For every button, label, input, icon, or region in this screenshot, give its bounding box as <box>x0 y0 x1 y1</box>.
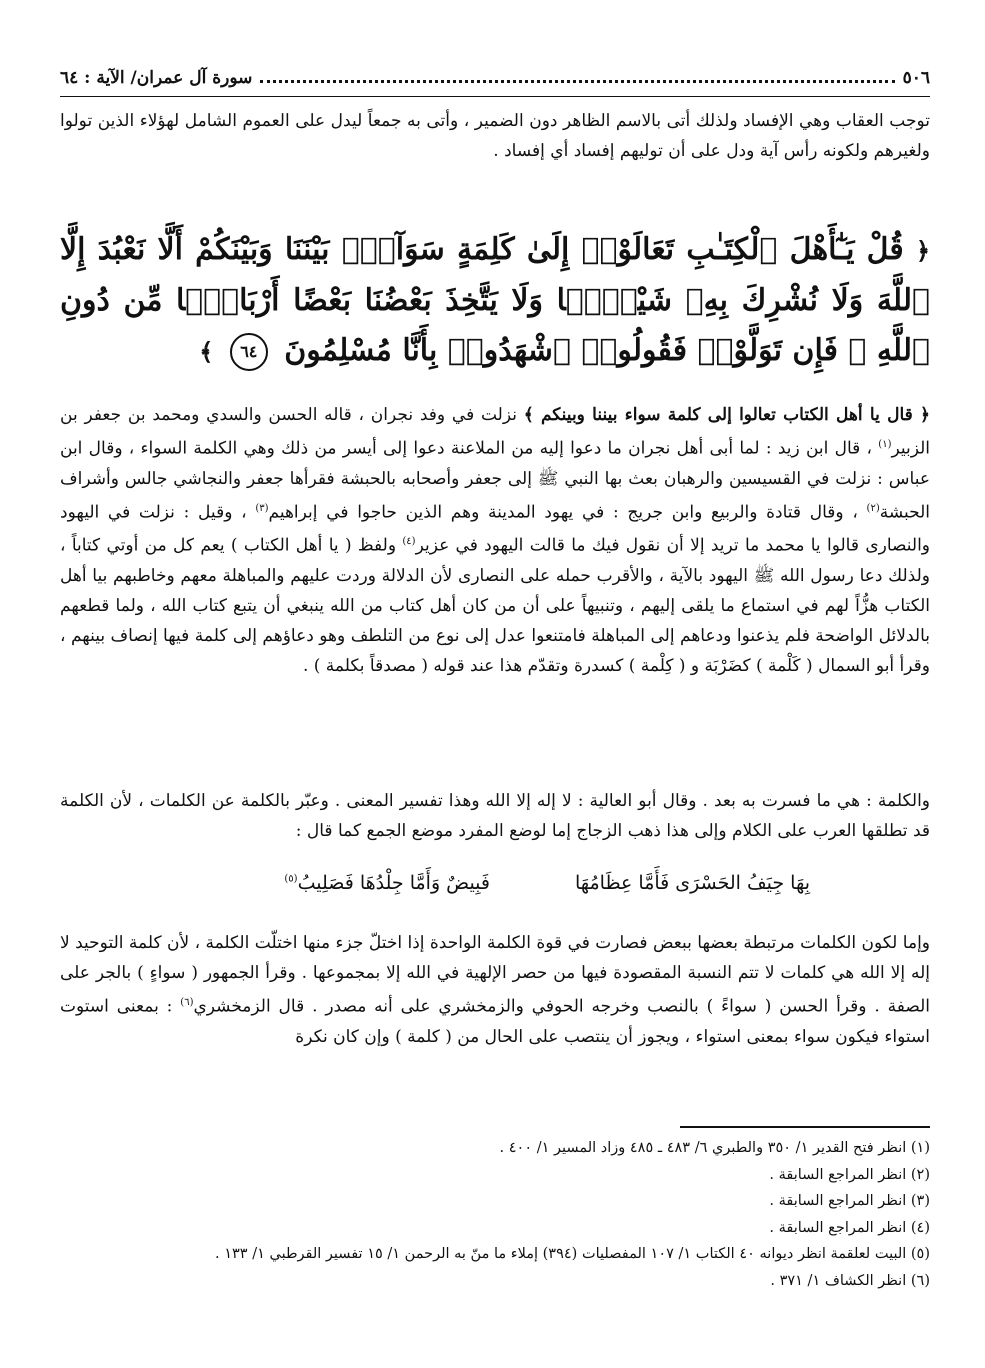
footnote-ref-5: (٥) <box>284 873 298 885</box>
footnote-ref-3: (٣) <box>255 502 269 514</box>
footnote-separator <box>680 1126 930 1128</box>
footnote-item: (٢) انظر المراجع السابقة . <box>769 1166 930 1183</box>
footnotes-list <box>70 1135 930 1294</box>
footnote-ref-6: (٦) <box>180 997 194 1008</box>
commentary-text: ، وقال قتادة والربيع وابن جريج : في يهود المدينة وهم الذين حاجوا في إبراهيم <box>268 502 858 523</box>
commentary-text: نزلت في وفد نجران ، قاله الحسن والسدي ومحمد بن جعفر بن الزبير <box>60 405 930 459</box>
footnote-item: (٥) البيت لعلقمة انظر ديوانه ٤٠ الكتاب ١/ ١٠٧ المفصليات (٣٩٤) إملاء ما منّ به الرحمن ١/ ١٥ تفسير القرطبي ١/ ١٣٣ . <box>215 1246 930 1262</box>
surah-title: سورة آل عمران/ الآية : ٦٤ <box>60 68 253 88</box>
ayah-number-badge: ٦٤ <box>230 333 268 371</box>
header-dot-leader <box>260 80 894 83</box>
footnote-item: (٤) انظر المراجع السابقة . <box>769 1219 930 1236</box>
verse-open-bracket: ﴿ <box>915 236 930 265</box>
footnote-item: (١) انظر فتح القدير ١/ ٣٥٠ والطبري ٦/ ٤٨٣ ـ ٤٨٥ وزاد المسير ١/ ٤٠٠ . <box>499 1140 930 1156</box>
poem-hemistich-first <box>575 872 810 894</box>
footnote-ref-4: (٤) <box>402 536 416 548</box>
intro-paragraph: توجب العقاب وهي الإفساد ولذلك أتى بالاسم الظاهر دون الضمير ، وأتى به جمعاً ليدل على العموم الشامل لهؤلاء الذين تولوا ولغيرهم ولكونه رأس آية ودل على أن توليهم إفساد أي إفساد . <box>60 111 930 161</box>
poem-hemistich-first-text: بِهَا جِيَفُ الحَسْرَى فَأَمَّا عِظَامُهَا <box>574 872 810 894</box>
commentary-text: ولفظ ( يا أهل الكتاب ) يعم كل من أوتي كتاباً ، ولذلك دعا رسول الله ﷺ اليهود بالآية ، والأقرب حمله على النصارى لأن الدلالة وردت عليهم والمباهلة معهم وخاطبهم بيا أهل الكتاب هزُّاً لهم في استماع ما يلقى إليهم ، وتنبيهاً على أن من كان أهل كتاب من الله ينبغي أن يتبع كتاب الله ، ولما قطعهم بالدلائل الواضحة فلم يذعنوا ودعاهم إلى المباهلة فامتنعوا عدل إلى نوع من التلطف وهو دعاؤهم إلى كلمة فيها إنصاف بينهم ، وقرأ أبو السمال ( كَلْمة ) كضَرْبَة و ( كِلْمة ) كسدرة وتقدّم هذا عند قوله ( مصدقاً بكلمة ) . <box>60 535 930 676</box>
header-rule <box>60 96 930 97</box>
commentary-text: ، وقيل : نزلت في اليهود والنصارى قالوا يا محمد ما تريد إلا أن نقول فيك ما قالت اليهود في عزير <box>60 502 931 556</box>
footnote-item: (٦) انظر الكشاف ١/ ٣٧١ . <box>770 1272 930 1289</box>
final-text: وإما لكون الكلمات مرتبطة بعضها ببعض فصارت في قوة الكلمة الواحدة إذا اختلّ جزء منها اختلّت الكلمة ، لأن كلمة التوحيد لا إله إلا الله هي كلمات لا تتم النسبة المقصودة فيها من حصر الإلهية في الله إلا بمجموعها . وقرأ الجمهور ( سواءٍ ) بالجر على الصفة . وقرأ الحسن ( سواءً ) بالنصب وخرجه الحوفي والزمخشري على أنه مصدر . قال الزمخشري <box>60 933 930 1017</box>
final-text: : بمعنى استوت استواء فيكون سواء بمعنى استواء ، ويجوز أن ينتصب على الحال من ( كلمة ) وإن كان نكرة <box>60 996 930 1047</box>
poem-hemistich-second-text: فَبِيضٌ وَأَمَّا جِلْدُهَا فَصَلِيبُ <box>297 872 490 894</box>
final-paragraph <box>60 928 930 1052</box>
kalima-paragraph: والكلمة : هي ما فسرت به بعد . وقال أبو العالية : لا إله إلا الله وهذا تفسير المعنى . وعبّر بالكلمة عن الكلمات ، لأن الكلمة قد تطلقها العرب على الكلام وإلى هذا ذهب الزجاج إما لوضع المفرد موضع الجمع كما قال : <box>60 791 930 841</box>
footnote-item: (٣) انظر المراجع السابقة . <box>769 1193 930 1209</box>
page-number: ٥٠٦ <box>902 68 930 88</box>
poem-hemistich-second <box>284 872 490 894</box>
verse-text: قُلْ يَـٰٓأَهْلَ ٱلْكِتَـٰبِ تَعَالَوْا۟ إِلَىٰ كَلِمَةٍ سَوَآءٍۭ بَيْنَنَا وَبَيْنَكُمْ أَلَّا نَعْبُدَ إِلَّا ٱللَّهَ وَلَا نُشْرِكَ بِهِۦ شَيْـًۭٔا وَلَا يَتَّخِذَ بَعْضُنَا بَعْضًا أَرْبَابًۭا مِّن دُونِ ٱللَّهِ ۚ فَإِن تَوَلَّوْا۟ فَقُولُوا۟ ٱشْهَدُوا۟ بِأَنَّا مُسْلِمُونَ <box>60 232 930 368</box>
running-header <box>60 68 930 94</box>
footnote-ref-1: (١) <box>878 439 892 450</box>
poetry-verse <box>60 872 930 902</box>
commentary-paragraph <box>60 400 930 681</box>
commentary-text: ، قال ابن زيد : لما أبى أهل نجران ما دعوا إليه من الملاعنة دعوا إلى أيسر من ذلك وهي الكلمة السواء ، وقال ابن عباس : نزلت في القسيسين والرهبان بعث بها النبي ﷺ إلى جعفر وأصحابه بالحبشة فقرأها جعفر والنجاشي جالس وأشراف الحبشة <box>60 438 931 523</box>
footnote-ref-2: (٢) <box>866 502 880 514</box>
commentary-lead: ﴿ قال يا أهل الكتاب تعالوا إلى كلمة سواء بيننا وبينكم ﴾ <box>523 405 930 425</box>
quran-verse <box>60 225 930 377</box>
verse-close-bracket: ﴾ <box>199 337 214 366</box>
